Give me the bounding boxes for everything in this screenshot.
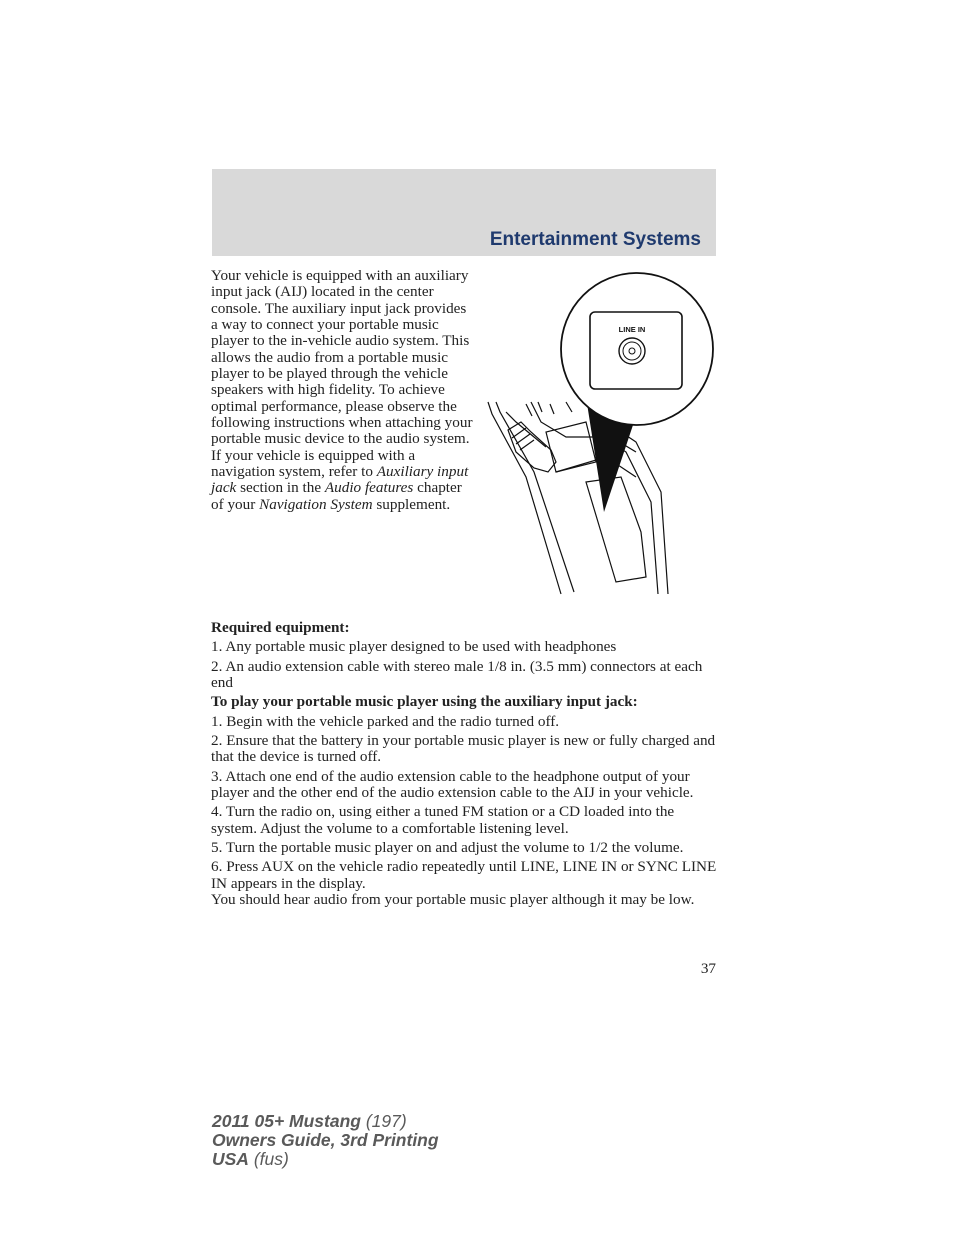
plug-ridge: [512, 428, 526, 438]
footer-line-2: [212, 1131, 439, 1150]
line-in-label: LINE IN: [618, 325, 646, 334]
navigation-system-reference: Navigation System: [259, 495, 373, 513]
footer-market: USA: [212, 1149, 249, 1169]
aux-jack-reference: Auxiliary input jack: [211, 463, 469, 497]
magnified-view-circle: [561, 273, 713, 425]
intro-text: [211, 268, 476, 513]
footer-guide-edition: Owners Guide, 3rd Printing: [212, 1130, 439, 1150]
intro-text-run: section in the: [236, 479, 325, 497]
list-item: 6. Press AUX on the vehicle radio repeatedly until LINE, LINE IN or SYNC LINE IN appears in the display.: [211, 858, 717, 892]
section-title: Entertainment Systems: [489, 229, 701, 250]
page-number: 37: [700, 960, 716, 977]
list-item: 5. Turn the portable music player on and adjust the volume to 1/2 the volume.: [211, 839, 684, 857]
vent-line: [566, 402, 572, 412]
plug-ridge: [520, 440, 534, 450]
intro-text-run: chapter of your: [211, 479, 462, 513]
instructions: [211, 620, 721, 912]
footer-market-code: (fus): [248, 1149, 289, 1169]
vent-line: [550, 404, 554, 414]
plug-ridge: [516, 434, 530, 444]
audio-features-reference: Audio features: [324, 479, 414, 497]
console-armrest: [586, 477, 646, 582]
list-item: 1. Any portable music player designed to be used with headphones: [211, 638, 617, 656]
required-equipment-heading: Required equipment:: [211, 619, 350, 636]
footer-model-code: (197): [360, 1111, 407, 1131]
intro-text-run: supplement.: [372, 495, 451, 513]
procedure-note: You should hear audio from your portable music player although it may be low.: [211, 891, 695, 909]
intro-paragraph-2: [211, 448, 476, 513]
vent-line: [526, 404, 532, 416]
plug-shape: [508, 422, 556, 472]
list-item: 2. Ensure that the battery in your portable music player is new or fully charged and that the device is turned off.: [211, 732, 716, 766]
footer-model: 2011 05+ Mustang: [212, 1111, 361, 1131]
footer-line-3: [212, 1150, 439, 1169]
list-item: 3. Attach one end of the audio extension cable to the headphone output of your player and the other end of the audio extension cable to the AIJ in your vehicle.: [211, 767, 694, 802]
section-header-band: [212, 169, 716, 256]
list-item: 2. An audio extension cable with stereo male 1/8 in. (3.5 mm) connectors at each end: [211, 657, 703, 692]
intro-text-run: If your vehicle is equipped with a navigation system, refer to: [211, 446, 416, 481]
list-item: 1. Begin with the vehicle parked and the radio turned off.: [211, 712, 560, 730]
intro-paragraph-1: Your vehicle is equipped with an auxiliary input jack (AIJ) located in the center console. The auxiliary input jack provides a way to connect your portable music player to the in-vehicle audio system. This allows the audio from a portable music player to be played through the vehicle speakers with high fidelity. To achieve optimal performance, please observe the following instructions when attaching your portable music device to the audio system.: [211, 267, 473, 448]
document-footer: [212, 1112, 439, 1169]
procedure-heading: To play your portable music player using the auxiliary input jack:: [211, 693, 638, 711]
list-item: 4. Turn the radio on, using either a tuned FM station or a CD loaded into the system. Adjust the volume to a comfortable listening level.: [211, 803, 675, 837]
footer-line-1: [212, 1112, 439, 1131]
aux-jack-illustration: [486, 272, 716, 597]
vent-line: [538, 402, 542, 412]
